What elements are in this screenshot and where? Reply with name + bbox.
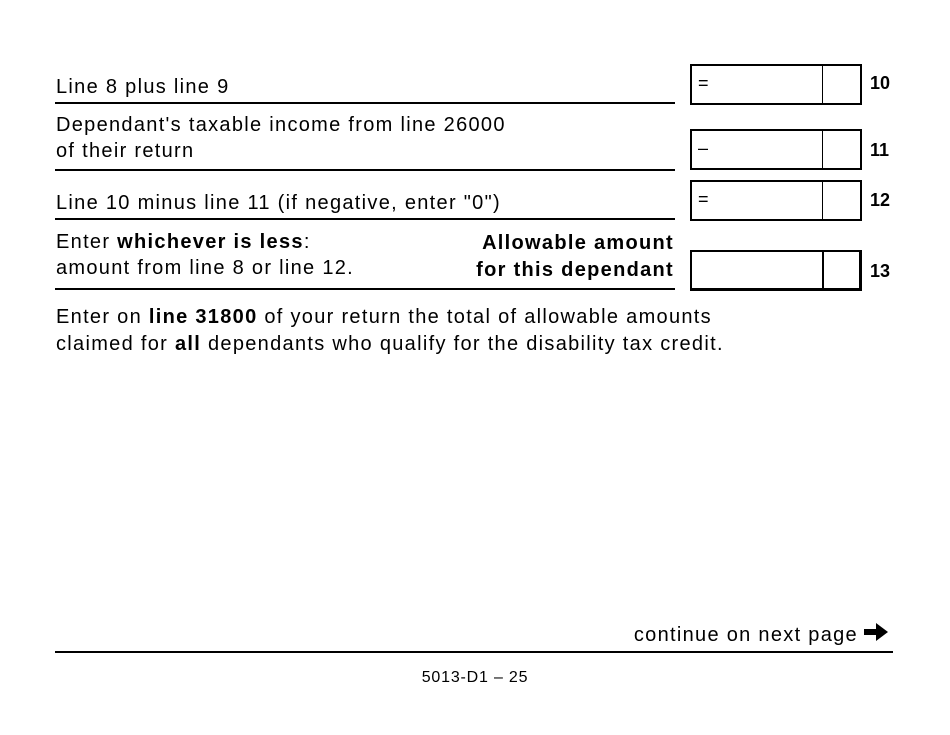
- line-13-cents-input[interactable]: [826, 256, 862, 286]
- arrow-right-icon: [862, 620, 890, 650]
- line-number-12: 12: [870, 190, 891, 210]
- instruction-line1: [56, 304, 724, 331]
- allowable-amount-label: [476, 230, 674, 284]
- line-12-dollars-input[interactable]: [716, 186, 820, 216]
- line-11-label: [56, 112, 506, 164]
- line-11-cents-input[interactable]: [826, 135, 862, 165]
- cents-divider: [822, 66, 823, 103]
- note-text: claimed for: [56, 333, 175, 355]
- line-13-label-line2: amount from line 8 or line 12.: [56, 257, 355, 279]
- line-12-cents-input[interactable]: [826, 186, 862, 216]
- minus-sign: –: [698, 138, 709, 158]
- line-11-amount-box[interactable]: [690, 129, 862, 170]
- equals-sign: =: [698, 189, 709, 209]
- footer-rule: [55, 651, 893, 653]
- line-10-label: Line 8 plus line 9: [56, 76, 230, 98]
- line-13-prefix: Enter: [56, 231, 118, 253]
- cents-divider: [822, 182, 823, 219]
- line-12-label: Line 10 minus line 11 (if negative, enter "0"): [56, 192, 501, 214]
- page-footer: 5013-D1 – 25: [421, 669, 529, 686]
- note-text: Enter on: [56, 306, 149, 328]
- line-13-label: [56, 229, 354, 281]
- line-10-dollars-input[interactable]: [716, 70, 820, 100]
- cents-divider: [822, 252, 824, 288]
- allowable-amount-line1: Allowable amount: [482, 232, 674, 254]
- line-31800-instruction: [56, 304, 724, 358]
- cents-divider: [822, 131, 823, 168]
- note-bold-all: all: [174, 333, 202, 355]
- line-10-cents-input[interactable]: [826, 70, 862, 100]
- note-text: dependants who qualify for the disability tax credit.: [201, 333, 724, 355]
- instruction-line2: [56, 331, 724, 358]
- line-13-amount-box[interactable]: [690, 250, 862, 291]
- line-number-11: 11: [870, 140, 890, 160]
- line-12-rule: [55, 218, 675, 220]
- note-bold-line-ref: line 31800: [148, 306, 258, 328]
- line-11-rule: [55, 169, 675, 171]
- line-number-13: 13: [870, 261, 891, 281]
- line-11-label-line1: Dependant's taxable income from line 26000: [56, 114, 506, 136]
- note-text: of your return the total of allowable amounts: [257, 306, 712, 328]
- continue-next-page[interactable]: [634, 620, 890, 650]
- line-11-dollars-input[interactable]: [716, 135, 820, 165]
- line-10-amount-box[interactable]: [690, 64, 862, 105]
- line-10-rule: [55, 102, 675, 104]
- line-13-suffix: :: [303, 231, 311, 253]
- allowable-amount-line2: for this dependant: [476, 259, 674, 281]
- line-13-rule: [55, 288, 675, 290]
- line-12-amount-box[interactable]: [690, 180, 862, 221]
- line-11-label-line2: of their return: [56, 140, 195, 162]
- line-13-dollars-input[interactable]: [716, 256, 820, 286]
- line-number-10: 10: [870, 73, 891, 93]
- continue-label: continue on next page: [633, 623, 858, 646]
- line-13-label-line1: [56, 229, 354, 255]
- line-13-bold: whichever is less: [117, 231, 304, 253]
- equals-sign: =: [698, 73, 709, 93]
